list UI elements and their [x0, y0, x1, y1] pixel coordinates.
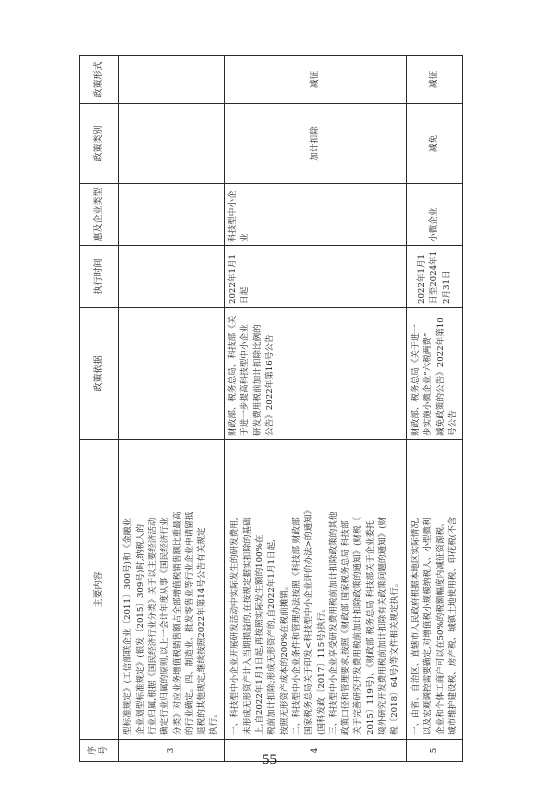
content-line: 一、科技型中小企业开展研发活动中实际发生的研发费用,	[230, 517, 241, 735]
content-line: 国家税务总局关于印发<科技型中小企业评价办法>的通知》	[304, 505, 315, 735]
content-line: 税前加计扣除;形成无形资产的,自2022年1月1日起,	[267, 539, 278, 735]
row-period	[119, 246, 225, 308]
rotated-policy-table-wrapper	[79, 56, 463, 762]
content-line: 二、科技型中小企业条件和管理办法按照《科技部 财政部	[291, 517, 302, 735]
content-line: 三、科技型中小企业享受研发费用税前加计扣除政策的其他	[328, 511, 339, 735]
header-seq: 序号	[80, 740, 119, 762]
row-form	[119, 56, 225, 104]
content-line: 一、由省、自治区、直辖市人民政府根据本地区实际情况,	[410, 517, 421, 735]
policy-table	[79, 55, 463, 762]
row-enterprise	[119, 184, 225, 246]
content-line: 按照无形资产成本的200%在税前摊销。	[279, 581, 290, 735]
page-number: 55	[262, 752, 277, 768]
basis-line: 减免政策的公告》2022年第10	[435, 317, 446, 436]
row-period: 2022年1月1日起	[225, 246, 407, 308]
row-seq: 4	[225, 740, 407, 762]
row-form: 减征	[225, 56, 407, 104]
content-line: 城市维护建设税、房产税、城镇土地使用税、印花税(不含	[447, 516, 458, 735]
content-line: 确定行业归属的原则,以上一会计年度从事《国民经济行业	[160, 517, 171, 735]
basis-line: 于进一步提高科技型中小企业	[240, 324, 251, 436]
header-period: 执行时间	[80, 246, 119, 308]
header-content: 主要内容	[80, 440, 119, 740]
content-line: 分类》对应业务增值税销售额占全部增值税销售额比重最高	[172, 511, 183, 735]
content-line: 境外研究开发费用税前加计扣除有关政策问题的通知》(财	[377, 516, 388, 735]
content-line: 退税的其他规定,继续按照2022年第14号公告有关规定	[197, 527, 208, 735]
content-line: 未形成无形资产计入当期损益的,在按规定据实扣除的基础	[242, 517, 253, 735]
header-enterprise: 惠及企业类型	[80, 184, 119, 246]
row-content	[225, 440, 407, 740]
row-content	[119, 440, 225, 740]
row-category	[119, 104, 225, 184]
content-line: 企业和个体工商户可以在50%的税额幅度内减征资源税、	[435, 518, 446, 735]
content-line: 的行业确定。四、制造业、批发零售业等行业企业申请留抵	[184, 511, 195, 735]
content-line: (国科发政〔2017〕115号)执行。	[316, 604, 327, 735]
basis-line: 研发费用税前加计扣除比例的	[252, 324, 263, 436]
content-line: 行业归属,根据《国民经济行业分类》关于以主要经济活动	[147, 517, 158, 735]
row-category: 加计扣除	[225, 104, 407, 184]
content-line: 税〔2018〕64号)等文件相关规定执行。	[390, 578, 401, 735]
row-basis	[407, 308, 463, 440]
table-row	[225, 56, 407, 762]
content-line: 上,自2022年1月1日起,再按照实际发生额的100%在	[255, 534, 266, 735]
content-line: 以及宏观调控需要确定,对增值税小规模纳税人、小型微利	[423, 517, 434, 735]
content-line: 企业划型标准规定》(银发〔2015〕309号)时,纳税人的	[135, 524, 146, 735]
content-line: 关于完善研究开发费用税前加计扣除政策的通知》(财税〔	[353, 516, 364, 735]
header-form: 政策形式	[80, 56, 119, 104]
table-row	[119, 56, 225, 762]
basis-line: 财政部、税务总局《关于进一	[410, 324, 421, 436]
row-form: 减征	[407, 56, 463, 104]
row-basis	[225, 308, 407, 440]
table-header-row	[80, 56, 119, 762]
row-content	[407, 440, 463, 740]
row-enterprise: 科技型中小企业	[225, 184, 407, 246]
content-line: 型标准规定》(工信部联企业〔2011〕300号)和《金融业	[123, 518, 134, 735]
row-enterprise: 小微企业	[407, 184, 463, 246]
basis-line: 公告》2022年第16号公告	[264, 334, 275, 436]
header-basis: 政策依据	[80, 308, 119, 440]
row-seq: 5	[407, 740, 463, 762]
row-basis	[119, 308, 225, 440]
basis-line: 步实施小微企业“六税两费”	[423, 332, 434, 436]
row-seq: 3	[119, 740, 225, 762]
row-category: 减免	[407, 104, 463, 184]
header-category: 政策类别	[80, 104, 119, 184]
basis-line: 财政部、税务总局、科技部《关	[228, 315, 238, 436]
content-line: 政策口径和管理要求,按照《财政部 国家税务总局 科技部	[341, 520, 352, 735]
content-line: 2015〕119号)、《财政部 税务总局 科技部关于企业委托	[365, 520, 376, 735]
basis-line: 号公告	[447, 410, 458, 436]
row-period: 2022年1月1日至2024年12月31日	[407, 246, 463, 308]
table-row	[407, 56, 463, 762]
content-line: 执行。	[209, 709, 220, 735]
